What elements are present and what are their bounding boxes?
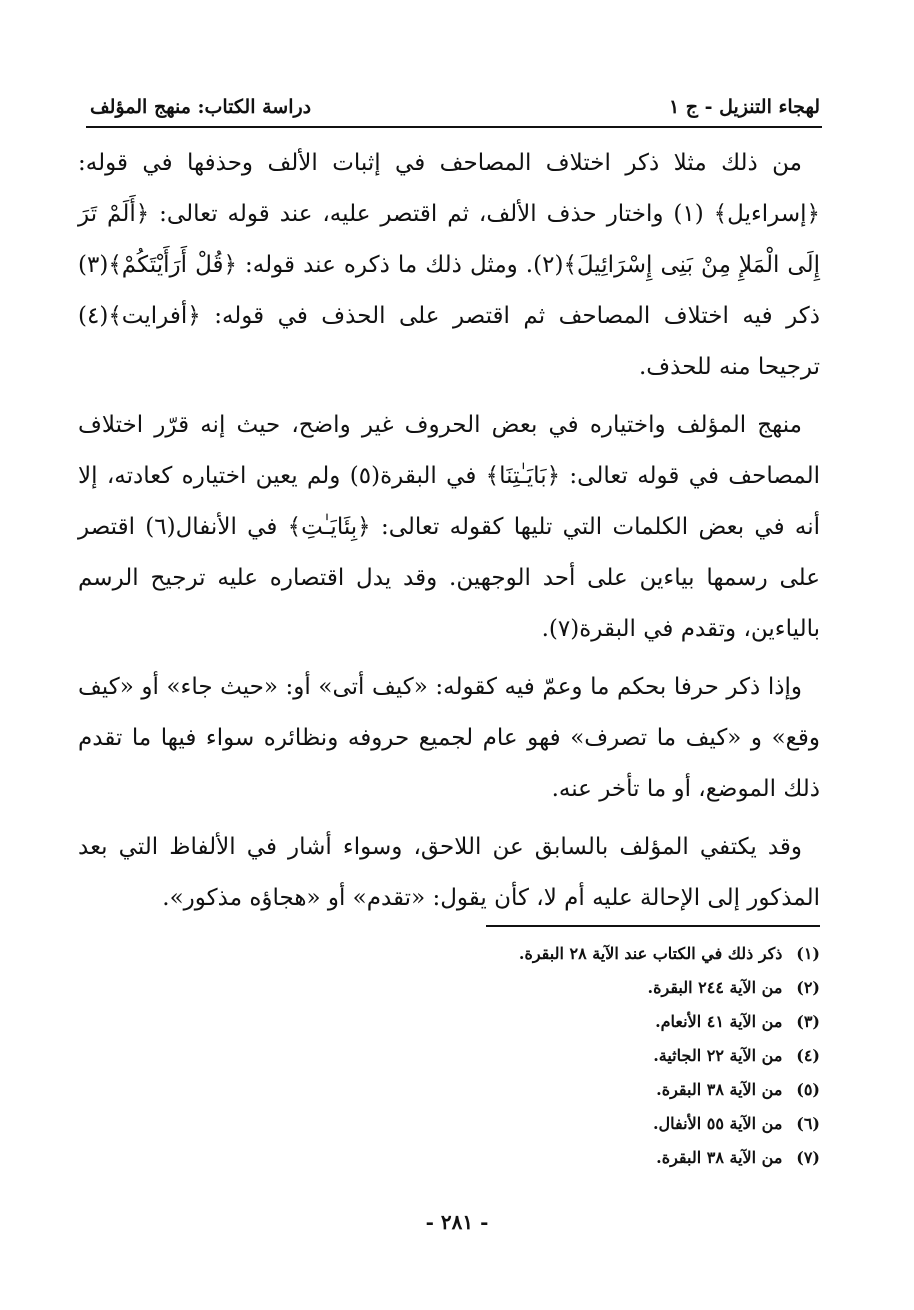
footnote-item bbox=[300, 971, 820, 1005]
paragraph: منهج المؤلف واختياره في بعض الحروف غير واضح، حيث إنه قرّر اختلاف المصاحف في قوله تعالى: ﴿بَايَـٰتِنَا﴾ في البقرة(٥) ولم يعين اختياره كعادته، إلا أنه في بعض الكلمات التي تليها كقوله تعالى: ﴿بِئَايَـٰتِ﴾ في الأنفال(٦) اقتصر على رسمها بياءين على أحد الوجهين. وقد يدل اقتصاره عليه ترجيح الرسم بالياءين، وتقدم في البقرة(٧). bbox=[78, 412, 821, 642]
footnote-item bbox=[300, 1005, 820, 1039]
footnote-item bbox=[300, 1039, 820, 1073]
footnote-divider bbox=[486, 925, 820, 927]
footnote-text: من الآية ٥٥ الأنفال. bbox=[652, 1114, 783, 1133]
footnote-item bbox=[300, 1141, 820, 1175]
footnote-number: (٣) bbox=[796, 1012, 820, 1031]
footnote-item bbox=[300, 1073, 820, 1107]
page-number: - ٢٨١ - bbox=[425, 1210, 489, 1234]
footnote-list bbox=[300, 937, 820, 1175]
paragraph: وقد يكتفي المؤلف بالسابق عن اللاحق، وسواء أشار في الألفاظ التي بعد المذكور إلى الإحالة عليه أم لا، كأن يقول: «تقدم» أو «هجاؤه مذكور». bbox=[78, 834, 820, 911]
footnote-text: من الآية ٣٨ البقرة. bbox=[656, 1080, 783, 1099]
footnote-text: من الآية ٤١ الأنعام. bbox=[655, 1012, 783, 1031]
header-section-title: دراسة الكتاب: منهج المؤلف bbox=[90, 96, 312, 118]
paragraph: من ذلك مثلا ذكر اختلاف المصاحف في إثبات الألف وحذفها في قوله: ﴿إسراءيل﴾ (١) واختار حذف الألف، ثم اقتصر عليه، عند قوله تعالى: ﴿أَلَمْ تَرَ إِلَى الْمَلإِ مِنْ بَنِى إِسْرَائِيلَ﴾(٢). ومثل ذلك ما ذكره عند قوله: ﴿قُلْ أَرَأَيْتَكُمْ﴾(٣) ذكر فيه اختلاف المصاحف ثم اقتصر على الحذف في قوله: ﴿أفرايت﴾(٤) ترجيحا منه للحذف. bbox=[78, 150, 821, 380]
running-header bbox=[90, 82, 820, 118]
footnote-number: (٧) bbox=[796, 1148, 820, 1167]
footnote-number: (٥) bbox=[796, 1080, 820, 1099]
footnote-text: من الآية ٢٢ الجاثية. bbox=[653, 1046, 783, 1065]
footnote-number: (٢) bbox=[796, 978, 820, 997]
footnote-text: من الآية ٢٤٤ البقرة. bbox=[647, 978, 783, 997]
main-text bbox=[78, 138, 820, 931]
footnote-number: (٤) bbox=[796, 1046, 820, 1065]
footnote-text: ذكر ذلك في الكتاب عند الآية ٢٨ البقرة. bbox=[518, 944, 783, 963]
paragraph: وإذا ذكر حرفا بحكم ما وعمّ فيه كقوله: «كيف أتى» أو: «حيث جاء» أو «كيف وقع» و «كيف ما تصرف» فهو عام لجميع حروفه ونظائره سواء فيها ما تقدم ذلك الموضع، أو ما تأخر عنه. bbox=[78, 674, 820, 802]
footnote-item bbox=[300, 1107, 820, 1141]
footnote-item bbox=[300, 937, 820, 971]
footnotes bbox=[300, 937, 820, 1175]
header-book-title: لهجاء التنزيل - ج ١ bbox=[668, 96, 820, 118]
footnote-number: (١) bbox=[796, 944, 820, 963]
footnote-text: من الآية ٣٨ البقرة. bbox=[656, 1148, 783, 1167]
header-divider bbox=[86, 126, 822, 128]
footnote-number: (٦) bbox=[796, 1114, 820, 1133]
